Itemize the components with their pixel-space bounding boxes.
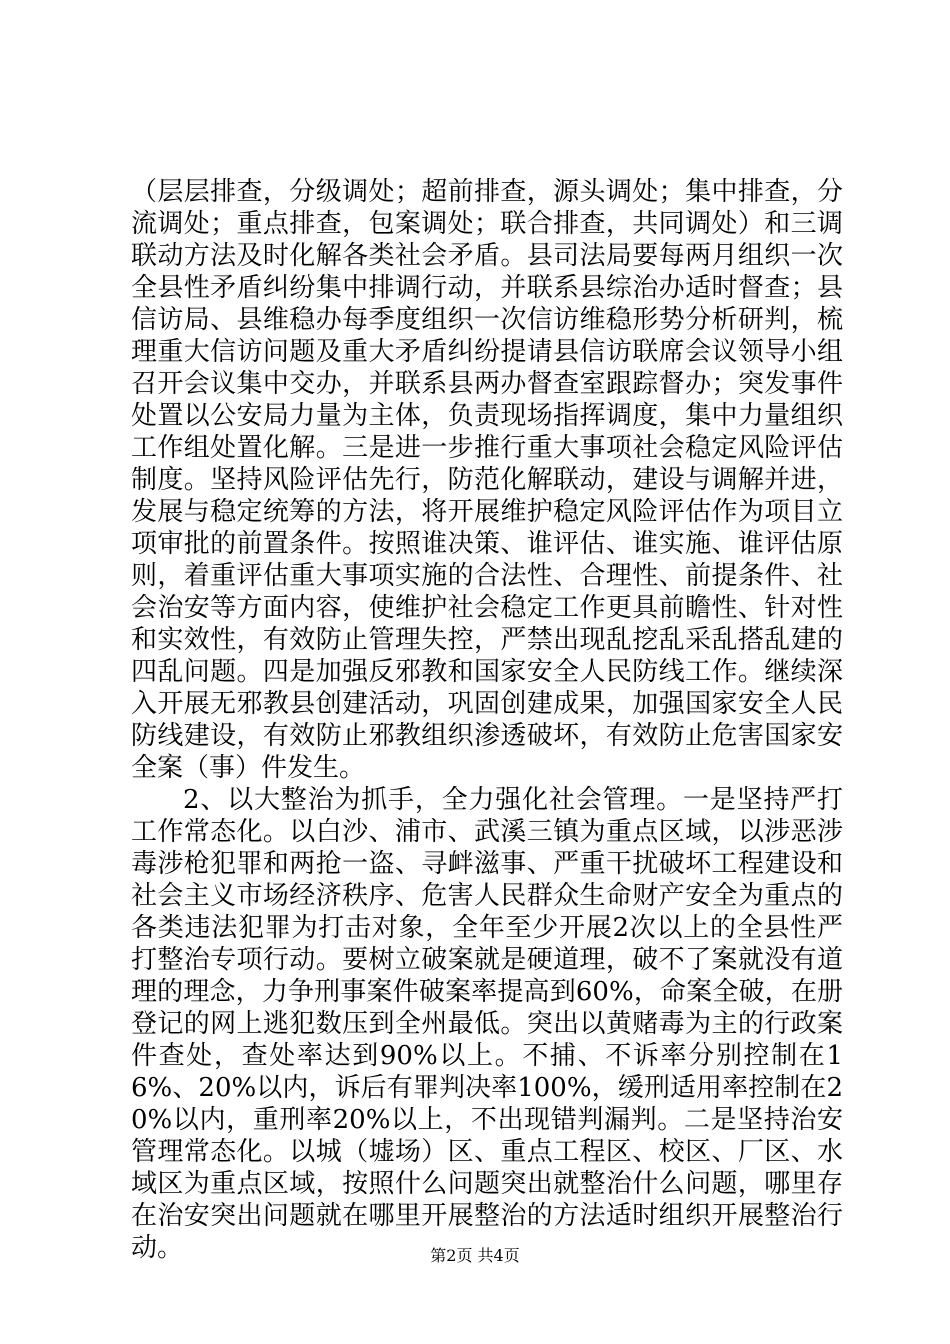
paragraph-continuation: （层层排查，分级调处；超前排查，源头调处；集中排查，分流调处；重点排查，包案调处；联合排查，共同调处）和三调联动方法及时化解各类社会矛盾。县司法局要每两月组织一次全县性矛盾纠纷集中排调行动，并联系县综治办适时督查；县信访局、县维稳办每季度组织一次信访维稳形势分析研判，梳理重大信访问题及重大矛盾纠纷提请县信访联席会议领导小组召开会议集中交办，并联系县两办督查室跟踪督办；突发事件处置以公安局力量为主体，负责现场指挥调度，集中力量组织工作组处置化解。三是进一步推行重大事项社会稳定风险评估制度。坚持风险评估先行，防范化解联动，建设与调解并进，发展与稳定统筹的方法，将开展维护稳定风险评估作为项目立项审批的前置条件。按照谁决策、谁评估、谁实施、谁评估原则，着重评估重大事项实施的合法性、合理性、前提条件、社会治安等方面内容，使维护社会稳定工作更具前瞻性、针对性和实效性，有效防止管理失控，严禁出现乱挖乱采乱搭乱建的四乱问题。四是加强反邪教和国家安全人民防线工作。继续深入开展无邪教县创建活动，巩固创建成果，加强国家安全人民防线建设，有效防止邪教组织渗透破坏，有效防止危害国家安全案（事）件发生。 bbox=[131, 177, 843, 783]
page-footer: 第2页 共4页 bbox=[430, 1246, 520, 1265]
body-text bbox=[131, 176, 843, 1264]
paragraph-section-2: 2、以大整治为抓手，全力强化社会管理。一是坚持严打工作常态化。以白沙、浦市、武溪三镇为重点区域，以涉恶涉毒涉枪犯罪和两抢一盗、寻衅滋事、严重干扰破坏工程建设和社会主义市场经济秩序、危害人民群众生命财产安全为重点的各类违法犯罪为打击对象，全年至少开展2次以上的全县性严打整治专项行动。要树立破案就是硬道理，破不了案就没有道理的理念，力争刑事案件破案率提高到60%，命案全破，在册登记的网上逃犯数压到全州最低。突出以黄赌毒为主的行政案件查处，查处率达到90%以上。不捕、不诉率分别控制在16%、20%以内，诉后有罪判决率100%，缓刑适用率控制在20%以内，重刑率20%以上，不出现错判漏判。二是坚持治安管理常态化。以城（墟场）区、重点工程区、校区、厂区、水域区为重点区域，按照什么问题突出就整治什么问题，哪里存在治安突出问题就在哪里开展整治的方法适时组织开展整治行动。 bbox=[131, 785, 843, 1263]
